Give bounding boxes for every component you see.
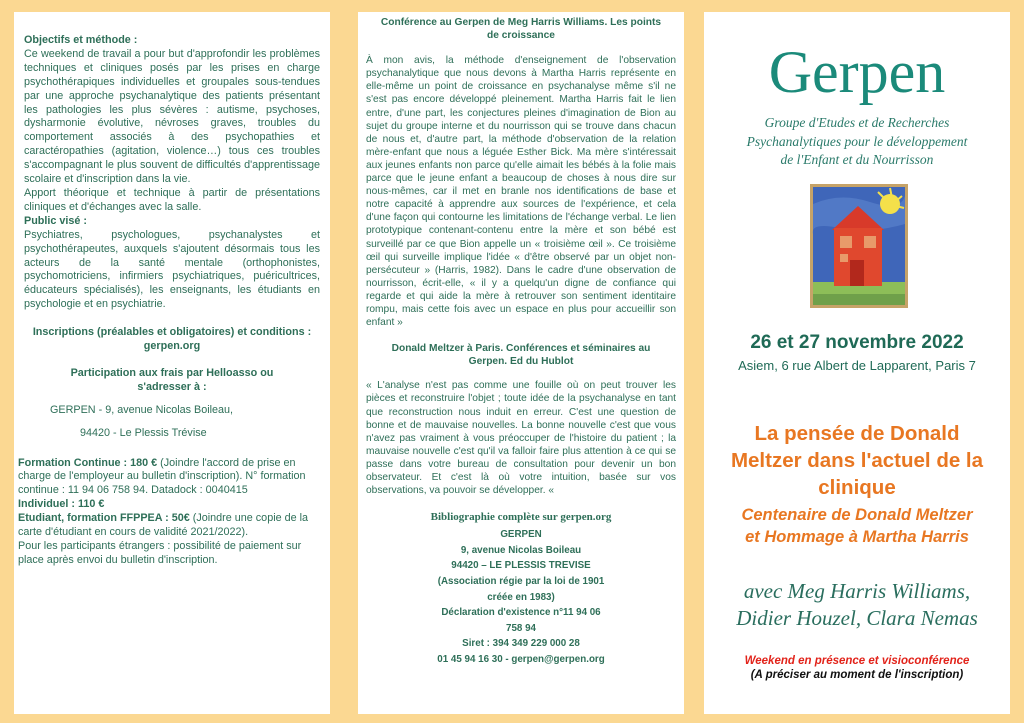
house-painting-image [810,184,908,308]
foreign-participants: Pour les participants étrangers : possibilité de paiement sur place après envoi du bulletin d'inscription. [18,540,302,566]
etu-amount: : 50€ [162,512,190,525]
fc-amount: : 180 € [120,456,158,469]
subtitle-line-1: Groupe d'Etudes et de Recherches [764,115,950,130]
continuing-education-price [18,457,320,499]
event-date: 26 et 27 novembre 2022 [750,332,964,353]
registration-heading: Inscriptions (préalables et obligatoires) et conditions : [32,326,312,339]
conference-text: À mon avis, la méthode d'enseignement de l'observation psychanalytique que nous devons à Martha Harris représente en elle-même un point de croissance en psychanalyse même s'il ne s'est pas encore développé pleinement. Martha Harris fait le lien entre, d'une part, les conjectures pleines d'imagination de Bion au sujet du groupe interne et du nourrisson qui se trouve dans chacun de nous et, d'autre part, la méthode d'observation de la relation mère-enfant que nous a léguée Esther Bick. Ma mère s'intéressait aux jeunes enfants non parce qu'elle aimait les bébés à la folie mais parce que le jeune enfant a beaucoup de choses à nous dire sur nous-mêmes, car il met en branle nos identifications de base et notre capacité à apprendre aux sources de l'expérience, et cela d'une façon qui contourne les limitations de l'échange verbal. Le lien prototypique contenant-contenu entre la mère et son bébé est surveillé par ce que Bion appelle un « troisième œil ». Ce troisième œil qui surveille implique l'idée « d'être observé par un objet non-persécuteur » (Harris, 1982). Dans le cadre d'une observation de nourrisson, écrit-elle, « il y a quelqu'un digne de confiance qui regarde et qui aide la mère à retrouver son sentiment identitaire rompu, mais cette fois avec un espace en plus pour accueillir son enfant » [366,55,676,329]
event-venue: Asiem, 6 rue Albert de Lapparent, Paris 7 [738,358,976,373]
book-quote: « L'analyse n'est pas comme une fouille où on peut trouver les pièces et reconstruire l'objet ; toute idée de la psychanalyse en tant que reconstruction nous induit en erreur. C'est une question de bonne et de mauvaise nouvelles. La bonne nouvelle c'est que vous n'avez pas vraiment à vous préoccuper de l'histoire du patient ; la mauvaise nouvelle c'est qu'il va falloir faire plus attention à ce qui se passe dans votre bureau de consultation pour devenir un bon observateur. Et c'est là où votre intuition, basée sur vos observations, va pouvoir se développer. « [366,380,676,497]
participation-line-1: Participation aux frais par Helloasso ou [70,366,274,379]
title-line-2: Meltzer dans l'actuel de la [730,449,984,472]
objectives-text-2: Apport théorique et technique à partir de présentations cliniques et d'échanges avec la salle. [24,186,320,213]
pricing-block [18,457,320,568]
ind-amount: : 110 € [68,498,105,511]
objectives-heading: Objectifs et méthode : [24,34,138,46]
footer-line: 758 94 [506,622,536,634]
registration-site[interactable]: gerpen.org [143,340,201,353]
conference-title: Conférence au Gerpen de Meg Harris Williams. Les points de croissance [380,17,662,42]
audience-heading: Public visé : [24,214,88,227]
student-price [18,512,320,540]
event-subtitle [704,504,1010,548]
title-line-1: La pensée de Donald [754,422,960,445]
footer-line: 9, avenue Nicolas Boileau [460,544,582,556]
subtitle-line-2: Psychanalytiques pour le développement [746,133,968,149]
footer-line: 01 45 94 16 30 - gerpen@gerpen.org [437,653,605,665]
address-line-2: 94420 - Le Plessis Trévise [80,426,207,439]
fc-label: Formation Continue [18,456,121,469]
event-title [704,420,1010,501]
ind-label: Individuel [18,498,69,511]
title-line-3: clinique [818,476,896,499]
etu-label: Etudiant, formation FFPPEA [18,512,163,525]
footer-line: Déclaration d'existence n°11 94 06 [441,607,601,619]
gerpen-logo: Gerpen [768,39,946,105]
speakers [704,578,1010,632]
participation-line-2: s'adresser à : [137,380,207,393]
footer-line: 94420 – LE PLESSIS TREVISE [451,560,591,572]
bibliography-link[interactable]: Bibliographie complète sur gerpen.org [430,511,612,524]
footer-line: Siret : 394 349 229 000 28 [462,638,580,650]
organization-subtitle [704,114,1010,170]
subtitle-centenary: Centenaire de Donald Meltzer [741,506,973,524]
speakers-line-2: Didier Houzel, Clara Nemas [736,606,978,630]
footer-line: créée en 1983) [487,591,555,603]
footer-line: (Association régie par la loi de 1901 [437,575,605,587]
event-mode-note: (A préciser au moment de l'inscription) [750,669,964,681]
right-panel [704,12,1010,714]
event-mode: Weekend en présence et visioconférence [744,655,970,667]
subtitle-line-3: de l'Enfant et du Nourrisson [780,152,934,167]
individual-price [18,498,320,512]
fc-text: (Joindre l'accord de prise en charge de l'employeur au bulletin d'inscription). N° formation continue : 11 94 06 758 94. Datadock : 0040415 [18,456,306,497]
book-title: Donald Meltzer à Paris. Conférences et séminaires au Gerpen. Ed du Hublot [391,343,651,368]
objectives-text: Ce weekend de travail a pour but d'approfondir les problèmes techniques et cliniques posés par les prises en charge psychothérapiques individuelles et groupales sous-tendues par une approche psychanalytique des patients présentant les pathologies les plus sévères : autisme, psychoses, dysharmonie évolutive, névroses graves, troubles du comportement associés à des psychopathies et caractéropathies (agitation, violence…) tous ces troubles s'accompagnant le plus souvent de difficultés d'apprentissage scolaire et d'inscription dans la vie. [24,47,320,186]
address-line-1: GERPEN - 9, avenue Nicolas Boileau, [50,403,234,416]
middle-panel [358,12,684,714]
speakers-line-1: avec Meg Harris Williams, [743,579,971,603]
footer-contact [366,527,676,667]
footer-line: GERPEN [500,529,542,541]
left-panel [14,12,330,714]
audience-text: Psychiatres, psychologues, psychanalystes et psychothérapeutes, auxquels s'ajoutent désormais tous les acteurs de la santé mentale (orthophonistes, psychomotriciens, infirmiers psychiatriques, puéricultrices, éducateurs spécialisés), les enseignants, les étudiants en psychologie et en psychiatrie. [24,228,320,311]
etu-text: (Joindre une copie de la carte d'étudiant en cours de validité 2021/2022). [18,512,309,539]
subtitle-homage: et Hommage à Martha Harris [745,528,969,546]
